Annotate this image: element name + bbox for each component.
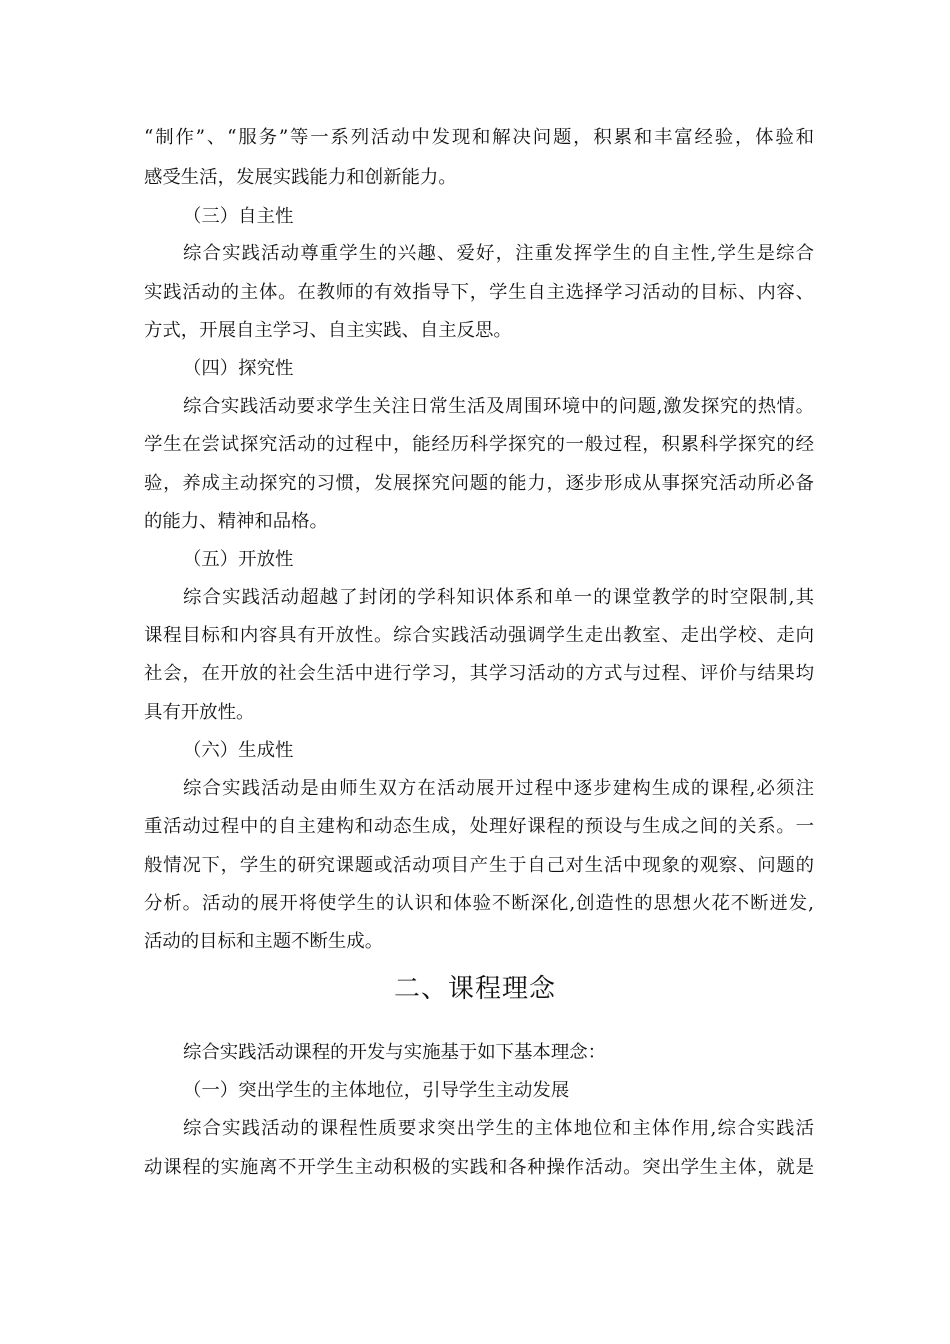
paragraph-line: 综合实践活动是由师生双方在活动展开过程中逐步建构生成的课程,必须注 bbox=[183, 778, 814, 799]
paragraph-line: 分析。活动的展开将使学生的认识和体验不断深化,创造性的思想火花不断迸发, bbox=[144, 893, 814, 914]
paragraph-line: 课程目标和内容具有开放性。综合实践活动强调学生走出教室、走出学校、走向 bbox=[144, 625, 814, 646]
paragraph-line: 社会，在开放的社会生活中进行学习，其学习活动的方式与过程、评价与结果均 bbox=[144, 663, 814, 684]
paragraph-line: 动课程的实施离不开学生主动积极的实践和各种操作活动。突出学生主体，就是 bbox=[144, 1157, 814, 1178]
section-subheading: （四）探究性 bbox=[183, 358, 294, 379]
section-subheading: （六）生成性 bbox=[183, 740, 294, 761]
paragraph-line: 综合实践活动尊重学生的兴趣、爱好，注重发挥学生的自主性,学生是综合 bbox=[183, 243, 814, 264]
chapter-heading: 二、课程理念 bbox=[393, 974, 556, 1004]
paragraph-line: 综合实践活动超越了封闭的学科知识体系和单一的课堂教学的时空限制,其 bbox=[183, 587, 814, 608]
paragraph-line: 学生在尝试探究活动的过程中，能经历科学探究的一般过程，积累科学探究的经 bbox=[144, 434, 814, 455]
paragraph-line: 验，养成主动探究的习惯，发展探究问题的能力，逐步形成从事探究活动所必备 bbox=[144, 473, 814, 494]
paragraph-line: 综合实践活动的课程性质要求突出学生的主体地位和主体作用,综合实践活 bbox=[183, 1118, 814, 1139]
paragraph-line: 般情况下，学生的研究课题或活动项目产生于自己对生活中现象的观察、问题的 bbox=[144, 855, 814, 876]
paragraph-line: 综合实践活动课程的开发与实施基于如下基本理念： bbox=[183, 1042, 606, 1063]
paragraph-line: 的能力、精神和品格。 bbox=[144, 511, 328, 532]
paragraph-line: 方式，开展自主学习、自主实践、自主反思。 bbox=[144, 320, 512, 341]
paragraph-line: 综合实践活动要求学生关注日常生活及周围环境中的问题,激发探究的热情。 bbox=[183, 396, 814, 417]
section-subheading: （一）突出学生的主体地位，引导学生主动发展 bbox=[183, 1080, 570, 1101]
paragraph-line: 感受生活，发展实践能力和创新能力。 bbox=[144, 167, 457, 188]
section-subheading: （三）自主性 bbox=[183, 206, 294, 227]
paragraph-line: 实践活动的主体。在教师的有效指导下，学生自主选择学习活动的目标、内容、 bbox=[144, 282, 814, 303]
paragraph-line: 具有开放性。 bbox=[144, 702, 255, 723]
paragraph-line: “制作”、“服务”等一系列活动中发现和解决问题，积累和丰富经验，体验和 bbox=[144, 127, 814, 148]
paragraph-line: 重活动过程中的自主建构和动态生成，处理好课程的预设与生成之间的关系。一 bbox=[144, 816, 814, 837]
section-subheading: （五）开放性 bbox=[183, 549, 294, 570]
paragraph-line: 活动的目标和主题不断生成。 bbox=[144, 931, 384, 952]
